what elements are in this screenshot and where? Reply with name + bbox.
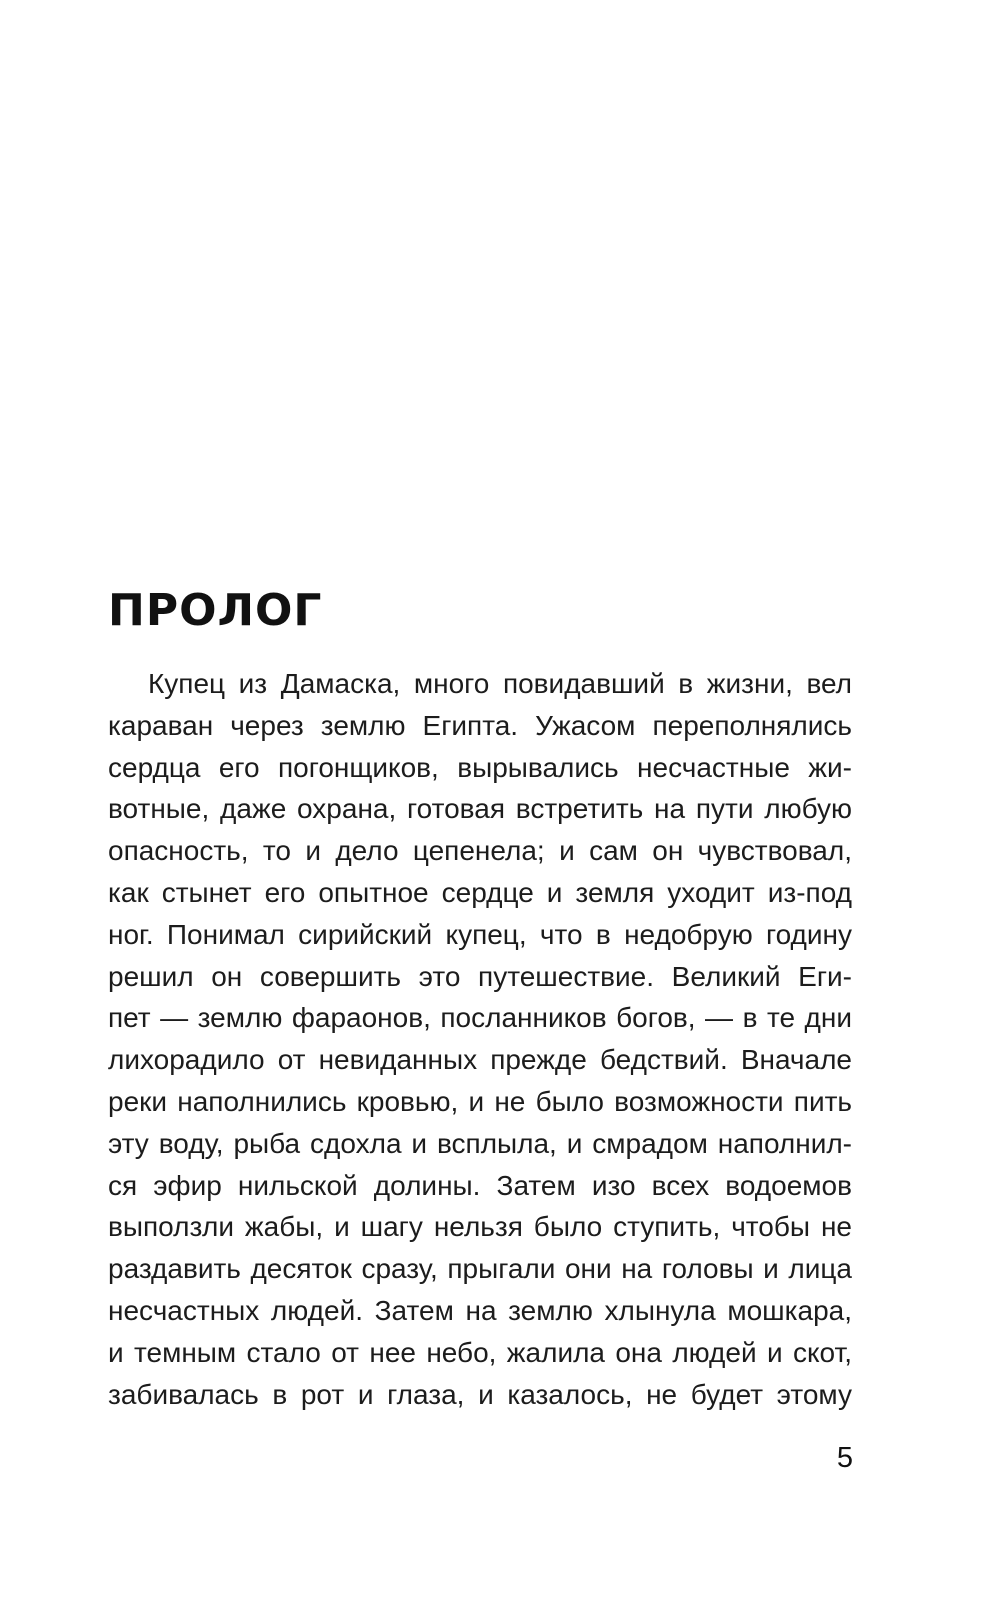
text-line: опасность, то и дело цепенела; и сам он чувствовал,: [108, 835, 852, 867]
text-line: решил он совершить это путешествие. Великий Еги-: [108, 960, 852, 992]
text-line: эту воду, рыба сдохла и всплыла, и смрадом наполнил-: [108, 1127, 852, 1159]
text-line: Купец из Дамаска, много повидавший в жизни, вел: [148, 668, 852, 699]
text-line: сердца его погонщиков, вырывались несчастные жи-: [108, 751, 852, 783]
text-line: ся эфир нильской долины. Затем изо всех водоемов: [108, 1169, 852, 1201]
body-text: [108, 663, 852, 1415]
text-line: как стынет его опытное сердце и земля уходит из-под: [108, 876, 852, 908]
text-line: пет — землю фараонов, посланников богов, — в те дни: [108, 1002, 852, 1034]
text-line: и темным стало от нее небо, жалила она людей и скот,: [108, 1336, 852, 1368]
text-line: лихорадило от невиданных прежде бедствий. Вначале: [108, 1044, 852, 1076]
chapter-title: ПРОЛОГ: [108, 585, 323, 636]
text-line: реки наполнились кровью, и не было возможности пить: [108, 1085, 852, 1117]
text-line: раздавить десяток сразу, прыгали они на головы и лица: [108, 1253, 852, 1285]
text-line: забивалась в рот и глаза, и казалось, не будет этому: [108, 1378, 852, 1410]
text-line: несчастных людей. Затем на землю хлынула мошкара,: [108, 1294, 852, 1326]
text-line: караван через землю Египта. Ужасом переполнялись: [108, 709, 852, 741]
text-line: ног. Понимал сирийский купец, что в недобрую годину: [108, 918, 852, 950]
text-line: выползли жабы, и шагу нельзя было ступить, чтобы не: [108, 1211, 852, 1243]
text-line: вотные, даже охрана, готовая встретить на пути любую: [108, 793, 852, 825]
page-number: 5: [836, 1442, 853, 1474]
